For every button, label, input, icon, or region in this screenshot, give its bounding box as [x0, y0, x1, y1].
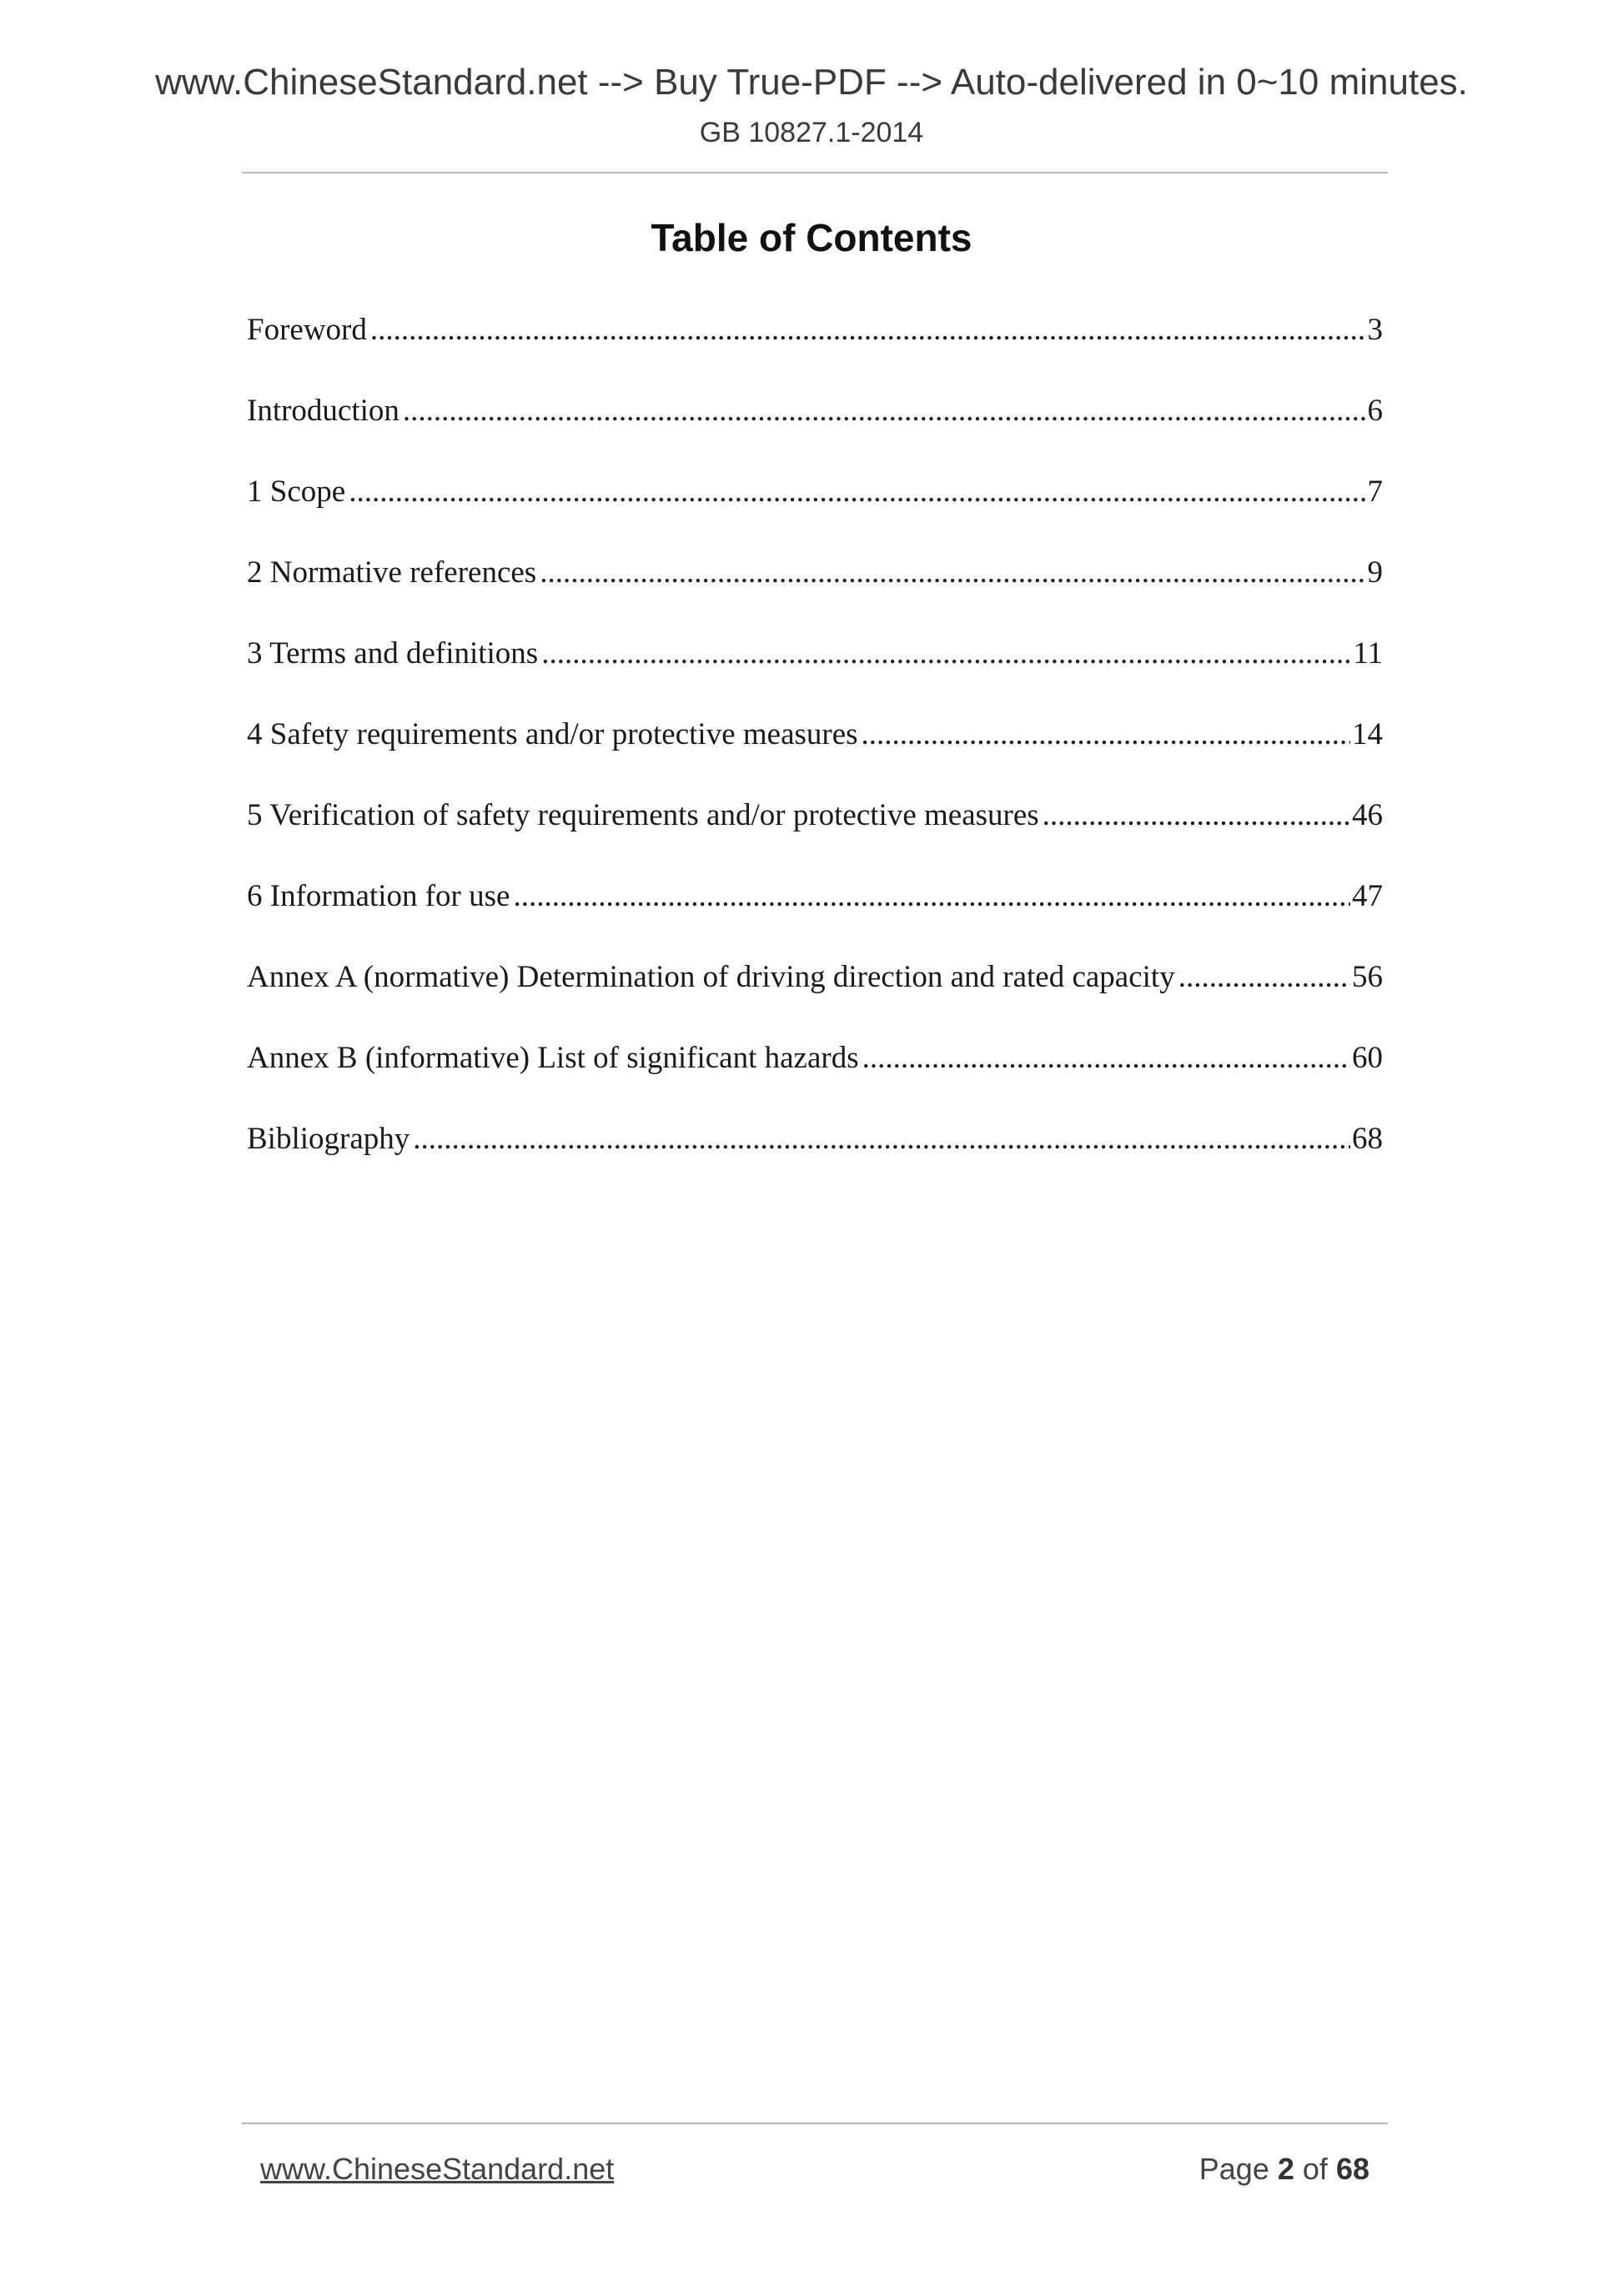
toc-entry-bibliography[interactable] [247, 1116, 1383, 1197]
toc-entry-information-for-use[interactable] [247, 873, 1383, 954]
footer-site-link[interactable]: www.ChineseStandard.net [260, 2152, 615, 2186]
toc-entry-label: 1 Scope [247, 475, 346, 509]
toc-entry-label: Annex A (normative) Determination of driving direction and rated capacity [247, 960, 1175, 994]
dot-leader [370, 307, 1366, 354]
toc-entry-verification[interactable] [247, 792, 1383, 873]
header-divider [242, 172, 1388, 173]
toc-entry-page: 6 [1367, 394, 1383, 428]
page-current: 2 [1277, 2152, 1294, 2186]
page-prefix: Page [1198, 2152, 1269, 2186]
toc-entry-page: 11 [1353, 636, 1383, 671]
toc-entry-safety-requirements[interactable] [247, 711, 1383, 792]
toc-entry-annex-b[interactable] [247, 1035, 1383, 1116]
toc-entry-page: 7 [1367, 475, 1383, 509]
toc-entry-page: 68 [1352, 1122, 1383, 1156]
toc-entry-label: 5 Verification of safety requirements and/or protective measures [247, 798, 1039, 832]
toc-entry-label: Bibliography [247, 1122, 410, 1156]
toc-entry-label: 6 Information for use [247, 879, 510, 913]
toc-entry-label: Annex B (informative) List of significant hazards [247, 1041, 859, 1075]
standard-code: GB 10827.1-2014 [699, 117, 924, 148]
table-of-contents [247, 307, 1383, 1197]
toc-entry-page: 46 [1352, 798, 1383, 832]
toc-entry-label: 4 Safety requirements and/or protective measures [247, 717, 858, 751]
toc-entry-page: 14 [1352, 717, 1383, 751]
dot-leader [349, 469, 1365, 515]
dot-leader [862, 711, 1350, 758]
toc-entry-introduction[interactable] [247, 388, 1383, 469]
dot-leader [1178, 954, 1350, 1001]
toc-entry-label: 3 Terms and definitions [247, 636, 539, 671]
toc-entry-terms-and-definitions[interactable] [247, 631, 1383, 711]
toc-entry-scope[interactable] [247, 469, 1383, 550]
toc-entry-label: Introduction [247, 394, 399, 428]
toc-entry-page: 56 [1352, 960, 1383, 994]
dot-leader [403, 388, 1366, 435]
page-of: of [1302, 2152, 1328, 2186]
dot-leader [862, 1035, 1350, 1082]
toc-entry-foreword[interactable] [247, 307, 1383, 388]
toc-entry-label: 2 Normative references [247, 555, 537, 590]
page-indicator [1199, 2152, 1369, 2187]
dot-leader [513, 873, 1350, 920]
toc-entry-page: 60 [1352, 1041, 1383, 1075]
dot-leader [1043, 792, 1350, 839]
dot-leader [413, 1116, 1350, 1163]
toc-entry-page: 47 [1352, 879, 1383, 913]
toc-entry-label: Foreword [247, 313, 367, 347]
toc-entry-page: 9 [1367, 555, 1383, 590]
page-title: Table of Contents [651, 216, 972, 259]
page-total: 68 [1335, 2152, 1369, 2186]
toc-entry-page: 3 [1367, 313, 1383, 347]
toc-entry-annex-a[interactable] [247, 954, 1383, 1035]
footer-divider [242, 2123, 1388, 2124]
dot-leader [541, 631, 1351, 677]
dot-leader [540, 550, 1365, 596]
header-banner: www.ChineseStandard.net --> Buy True-PDF --> Auto-delivered in 0~10 minutes. [155, 62, 1468, 103]
toc-entry-normative-references[interactable] [247, 550, 1383, 631]
